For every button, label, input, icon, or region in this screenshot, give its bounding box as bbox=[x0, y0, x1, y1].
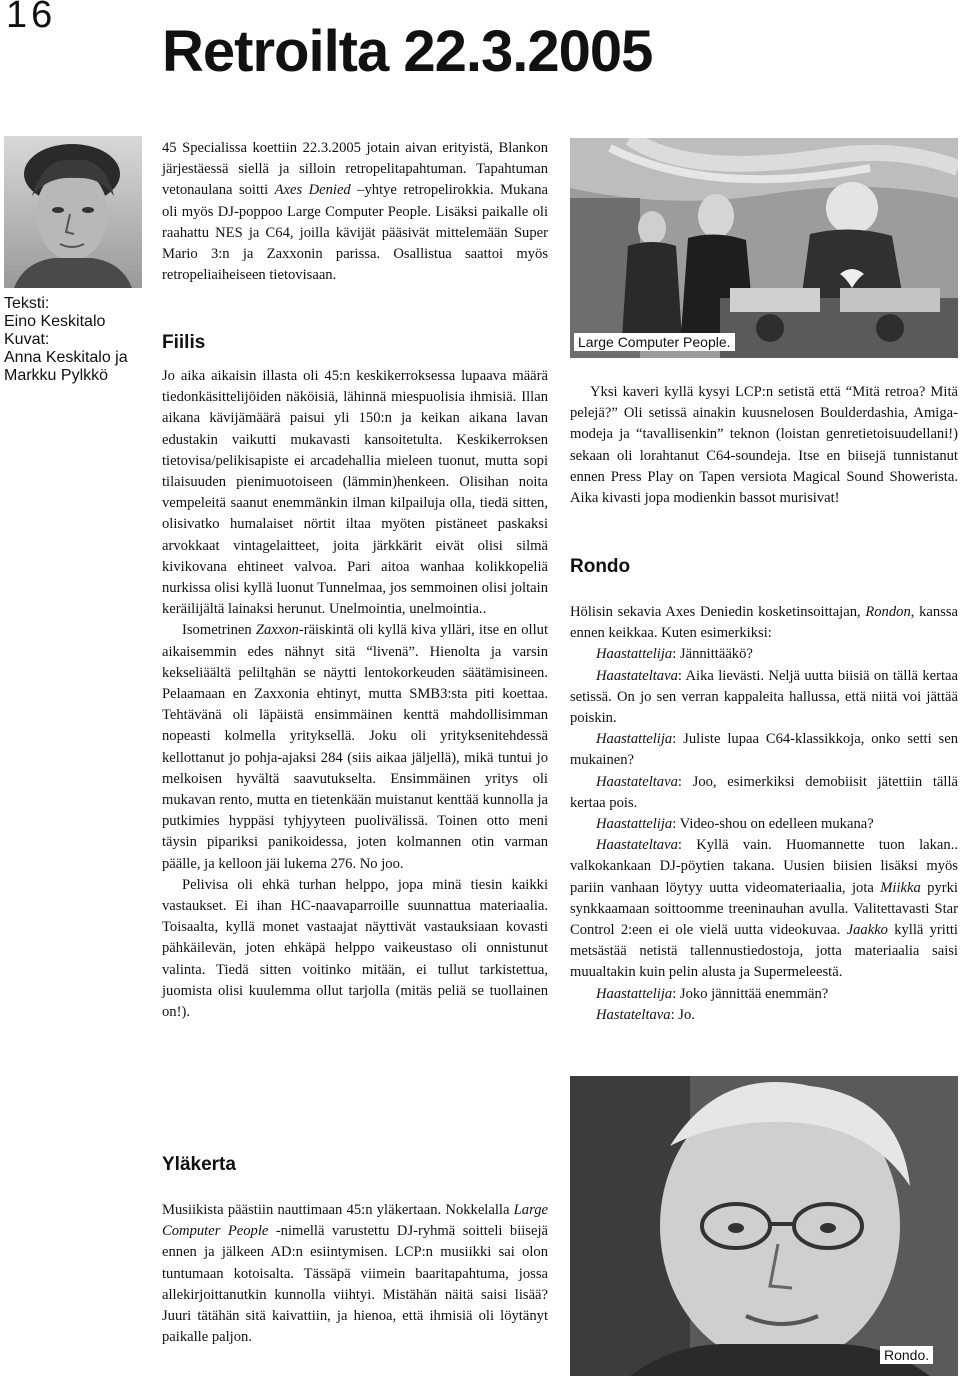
heading-fiilis: Fiilis bbox=[162, 332, 206, 353]
credits bbox=[4, 295, 154, 385]
rondo-a2: Haastateltava: Joo, esimerkiksi demobiisit jätettiin tällä kertaa pois. bbox=[570, 773, 958, 811]
ylakerta-section bbox=[162, 1200, 548, 1348]
credits-text-label: Teksti: bbox=[4, 295, 50, 312]
rondo-q2: Haastattelija: Juliste lupaa C64-klassikkoja, onko setti sen mukainen? bbox=[570, 731, 958, 769]
rondo-a4: Hastateltava: Jo. bbox=[596, 1006, 695, 1023]
heading-rondo: Rondo bbox=[570, 556, 631, 577]
credits-photos-label: Kuvat: bbox=[4, 331, 50, 348]
fiilis-paragraph-2: Isometrinen Zaxxon-räiskintä oli kyllä kiva ylläri, itse en ollut aikaisemmin edes nähnyt sitä “livenä”. Hienolta ja varsin kekseliäältä pelilta̱hän se näytti lentokorkeuden säätämisineen. Pelaamaan en Zaxxonia ehtinyt, mutta SMB3:sta piti koettaa. Tehtävänä oli läpäistä ensimmäinen kenttä mahdollisimman nopeasti kolmella yrityksellä. Joku oli yrityksenitehdessä kellottanut jo pohja-ajaksi 284 (siis aikaa jäljellä), mikä tuntui jo melkoisen hyvältä saavutukselta. Ensimmäinen yritys oli mukavan rento, mutta en tietenkään muistanut kenttää kunnolla ja putkimies hyppäsi tyhjyyteen puolivälissä. Toinen otto meni täysin pipariksi panikoidessa, joten kolmannen otin varman päälle, ja kelloon jäi lukema 276. No joo. bbox=[162, 622, 549, 872]
rondo-q3: Haastattelija: Video-shou on edelleen mukana? bbox=[596, 816, 874, 833]
photo-large-computer-people bbox=[570, 138, 958, 358]
rondo-section bbox=[570, 602, 958, 1026]
page-title: Retroilta 22.3.2005 bbox=[162, 19, 653, 84]
rondo-intro: Hölisin sekavia Axes Deniedin kosketinsoittajan, Rondon, kanssa ennen keikkaa. Kuten esimerkiksi: bbox=[570, 604, 958, 642]
fiilis-paragraph-1: Jo aika aikaisin illasta oli 45:n keskikerroksessa lupaava määrä tiedonkäsittelijöiden näköisiä, lähinnä miespuolisia ihmisiä. Illan aikana kävijämäärä paisui yli 150:n ja keikan aikana lavan edustakin vaikutti mukavasti kansoitetulta. Keskikerroksen tietovisa/pelikisapiste ei arcadehallia mieleen tuonut, mutta sopi tilaisuuden pienimuotoiseen (lämmin)henkeen. Olisihan noita vempeleitä saanut enemmänkin ilman kilpailuja olla, tiedä sitten, olisivatko humalaiset nörtit iltaa myöten pistäneet paskaksi arvokkaat vintagelaitteet, joita järkkärit eivät olisi silmä kivikovana ehtineet valvoa. Pari aitoa wanhaa kolikkopeliä nurkissa olisi kyllä luonut Tunnelmaa, jos semmoinen olisi joltain keräilijältä lainaksi herunut. Unelmointia, unelmointia.. bbox=[162, 368, 548, 618]
intro-text: 45 Specialissa koettiin 22.3.2005 jotain aivan erityistä, Blankon järjestäessä siellä ja silloin retropelitapahtuman. Tapahtuman vetonaulana soitti Axes Denied –yhtye retropelirokkia. Mukana oli myös DJ-poppoo Large Computer People. Lisäksi paikalle oli raahattu NES ja C64, joilla kävijät pääsivät mittelemään Super Mario 3:n ja Zaxxonin parissa. Osallistua saattoi myös retropeliaiheiseen tietovisaan. bbox=[162, 140, 548, 284]
rondo-q1: Haastattelija: Jännittääkö? bbox=[596, 646, 753, 663]
fiilis-section bbox=[162, 366, 548, 1023]
page-number: 16 bbox=[6, 0, 57, 36]
credits-photographer-1: Anna Keskitalo ja bbox=[4, 349, 128, 366]
rondo-q4: Haastattelija: Joko jännittää enemmän? bbox=[596, 985, 829, 1002]
caption-rondo: Rondo. bbox=[880, 1346, 933, 1364]
right-intro-paragraph: Yksi kaveri kyllä kysyi LCP:n setistä että “Mitä retroa? Mitä pelejä?” Oli setissä ainakin kuusnelosen Boulderdashia, Amiga-modeja ja “tavallisenkin” teknon (loistan genretietoisuudellani!) sekaan oli lorahtanut C64-soundeja. Itse en biisejä tunnistanut ennen Press Play on Tapen versiota Magical Sound Showerista. Aika kivasti jopa modienkin bassot murisivat! bbox=[570, 384, 958, 507]
intro-paragraph bbox=[162, 138, 548, 286]
fiilis-paragraph-3: Pelivisa oli ehkä turhan helppo, jopa minä tiesin kaikki vastaukset. Ei ihan HC-naavaparroille suunnattua materiaalia. Toisaalta, kyllä monet vastaajat näyttivät vastauksiaan kovasti pähkäilevän, joten ehkäpä helppo vaikeustaso oli onnistunut valinta. Tiedä sitten voitinko mitään, ei tullut tarkistettua, juomista olisi kuulemma ollut tarjolla (mitäs peliä se tuollainen on!). bbox=[162, 876, 548, 1021]
right-intro bbox=[570, 382, 958, 509]
photo-rondo bbox=[570, 1076, 958, 1376]
rondo-a3: Haastateltava: Kyllä vain. Huomannette tuon lakan.. valkokankaan DJ-pöytien takana. Uusien biisien lisäksi myös pariin vanhaan löytyy uutta videomateriaalia, jota Miikka pyrki synkkaamaan soittoomme treeninauhan avulla. Valitettavasti Star Control 2:een ei ole vielä uutta videokuvaa. Jaakko kyllä yritti metsästää netistä tallennustiedostoja, jotta materiaalia saisi muualtakin kuin pelin alusta ja Supermeleestä. bbox=[570, 837, 958, 981]
rondo-a1: Haastateltava: Aika lievästi. Neljä uutta biisiä on tällä kertaa setissä. On jo sen verran kappaleita hallussa, että niitä voi jättää poiskin. bbox=[570, 667, 958, 727]
author-portrait bbox=[4, 136, 142, 288]
caption-large-computer-people: Large Computer People. bbox=[574, 333, 735, 351]
ylakerta-paragraph: Musiikista päästiin nauttimaan 45:n yläkertaan. Nokkelalla Large Computer People -nimellä varustettu DJ-ryhmä soitteli biisejä ennen ja jälkeen AD:n esiintymisen. LCP:n musiikki sai olon tuntumaan kotoisalta. Tässäpä viimein baaritapahtuma, jossa allekirjoittanutkin kunnolla viihtyi. Mistähän näitä saisi lisää? Juuri tätähän sitä kaivattiin, ja hienoa, että ihmisiä oli löytänyt paikalle paljon. bbox=[162, 1202, 548, 1346]
credits-photographer-2: Markku Pylkkö bbox=[4, 367, 109, 384]
heading-ylakerta: Yläkerta bbox=[162, 1154, 236, 1175]
credits-writer: Eino Keskitalo bbox=[4, 313, 106, 330]
